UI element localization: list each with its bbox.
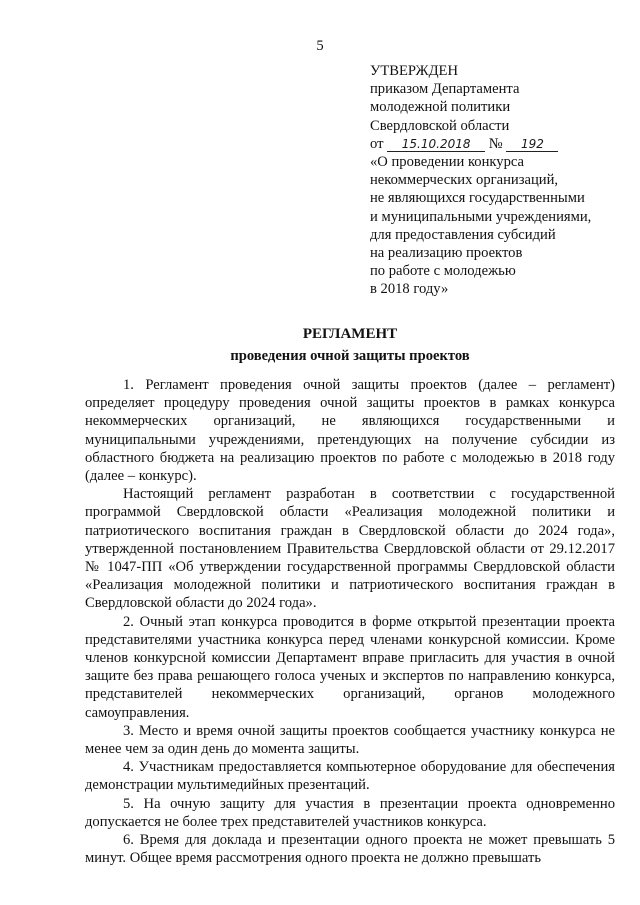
paragraph: 1. Регламент проведения очной защиты проектов (далее – регламент) определяет процедуру проведения очной защиты проектов в рамках конкурса некоммерческих организаций, не являющихся государственными и муниципальными учреждениями, претендующих на получение субсидии из областного бюджета на реализацию проектов по работе с молодежью в 2018 году (далее – конкурс).: [85, 377, 615, 485]
handwritten-number: 192: [506, 137, 558, 152]
subject-line: для предоставления субсидий: [370, 226, 556, 243]
approval-line: молодежной политики: [370, 99, 511, 116]
document-subtitle: проведения очной защиты проектов: [230, 348, 470, 364]
from-prefix: от: [370, 135, 384, 152]
page-number: 5: [316, 38, 324, 54]
subject-line: и муниципальными учреждениями,: [370, 208, 592, 225]
subject-line: в 2018 году»: [370, 281, 449, 298]
paragraph: 4. Участникам предоставляется компьютерное оборудование для обеспечения демонстрации мультимедийных презентаций.: [85, 759, 615, 794]
subject-line: «О проведении конкурса: [370, 154, 525, 171]
paragraph: 3. Место и время очной защиты проектов сообщается участнику конкурса не менее чем за один день до момента защиты.: [85, 722, 615, 758]
paragraph: 6. Время для доклада и презентации одного проекта не может превышать 5 минут. Общее время рассмотрения одного проекта не должно превышать: [85, 832, 615, 867]
approval-line: приказом Департамента: [370, 81, 520, 98]
handwritten-date: 15.10.2018: [387, 137, 485, 152]
subject-line: на реализацию проектов: [370, 245, 523, 262]
title-block: [0, 325, 640, 365]
approval-date-number-line: [370, 135, 632, 153]
paragraph: 2. Очный этап конкурса проводится в форме открытой презентации проекта представителями участника конкурса перед членами конкурсной комиссии. Кроме членов конкурсной комиссии Департамент вправе пригласить для участия в очной защите без права решающего голоса ученых и экспертов по направлению конкурса, представителей некоммерческих организаций, органов молодежного самоуправления.: [85, 613, 615, 721]
subject-line: не являющихся государственными: [370, 190, 585, 207]
approval-line: Свердловской области: [370, 117, 510, 134]
subject-line: некоммерческих организаций,: [370, 172, 559, 189]
number-sign: №: [488, 135, 503, 152]
subject-line: по работе с молодежью: [370, 263, 516, 280]
paragraph: Настоящий регламент разработан в соответствии с государственной программой Свердловской области «Реализация молодежной политики и патриотического воспитания граждан в Свердловской области до 2024 года», утвержденной постановлением Правительства Свердловской области от 29.12.2017 № 1047-ПП «Об утверждении государственной программы Свердловской области «Реализация молодежной политики и патриотического воспитания граждан в Свердловской области до 2024 года».: [85, 486, 615, 612]
document-body: [85, 376, 615, 867]
approval-heading: УТВЕРЖДЕН: [370, 63, 458, 79]
document-title: РЕГЛАМЕНТ: [302, 326, 398, 342]
approval-block: [370, 62, 632, 299]
paragraph: 5. На очную защиту для участия в презентации проекта одновременно допускается не более трех представителей участников конкурса.: [85, 795, 615, 830]
